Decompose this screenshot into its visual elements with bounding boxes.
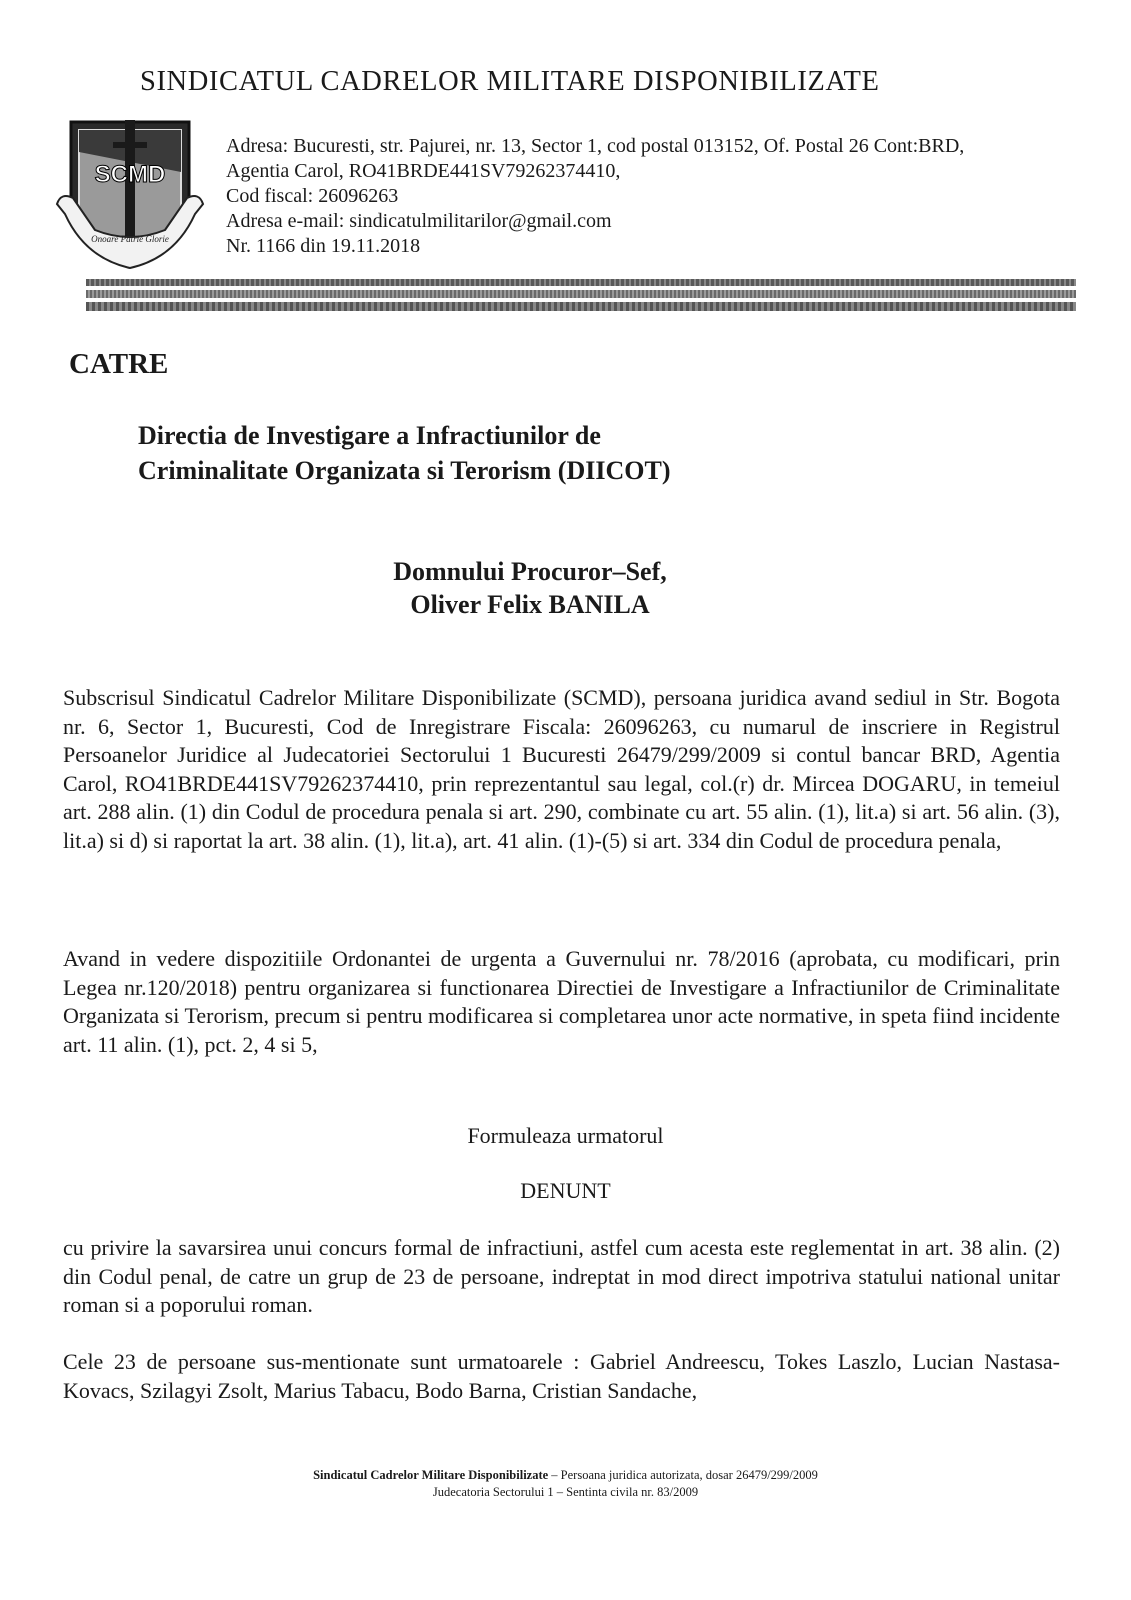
addressee-title: Domnului Procuror–Sef, xyxy=(393,557,667,586)
reference-number: Nr. 1166 din 19.11.2018 xyxy=(226,235,421,257)
formuleaza-line: Formuleaza urmatorul xyxy=(467,1123,664,1148)
denunt-heading: DENUNT xyxy=(520,1178,611,1203)
footer-org: Sindicatul Cadrelor Militare Disponibilizate xyxy=(313,1468,549,1482)
page-footer xyxy=(0,1467,1131,1501)
footer-line-rest: – Persoana juridica autorizata, dosar 26479/299/2009 xyxy=(548,1468,818,1482)
catre-heading: CATRE xyxy=(69,348,169,380)
body-paragraph: Subscrisul Sindicatul Cadrelor Militare Disponibilizate (SCMD), persoana juridica avand sediul in Str. Bogota nr. 6, Sector 1, Bucuresti, Cod de Inregistrare Fiscala: 26096263, cu numarul de inscriere in Registrul Persoanelor Juridice al Judecatoriei Sectorului 1 Bucuresti 26479/299/2009 si contul bancar BRD, Agentia Carol, RO41BRDE441SV79262374410, prin reprezentantul sau legal, col.(r) dr. Mircea DOGARU, in temeiul art. 288 alin. (1) din Codul de procedura penala si art. 290, combinate cu art. 55 alin. (1), lit.a) si art. 56 alin. (3), lit.a) si d) si raportat la art. 38 alin. (1), lit.a), art. 41 alin. (1)-(5) si art. 334 din Codul de procedura penala, xyxy=(63,685,1060,853)
address-line: Adresa: Bucuresti, str. Pajurei, nr. 13, Sector 1, cod postal 013152, Of. Postal 26 Cont:BRD, xyxy=(226,135,965,157)
body-paragraph: cu privire la savarsirea unui concurs formal de infractiuni, astfel cum acesta este reglementat in art. 38 alin. (2) din Codul penal, de catre un grup de 23 de persoane, indreptat in mod direct impotriva statului national unitar roman si a poporului roman. xyxy=(63,1235,1060,1317)
footer-line xyxy=(0,1467,1131,1484)
logo-motto: Onoare Patrie Glorie xyxy=(91,234,169,244)
divider-bar xyxy=(86,279,1076,286)
divider-bar xyxy=(86,290,1076,298)
header-divider xyxy=(86,279,1076,315)
header-contact-block xyxy=(226,134,1106,259)
recipient-institution xyxy=(138,418,1038,488)
organization-title: SINDICATUL CADRELOR MILITARE DISPONIBILIZATE xyxy=(140,66,880,97)
scmd-emblem-icon xyxy=(55,112,205,272)
logo-text: SCMD xyxy=(94,161,166,188)
email-line: Adresa e-mail: sindicatulmilitarilor@gmail.com xyxy=(226,210,612,232)
institution-line: Criminalitate Organizata si Terorism (DIICOT) xyxy=(138,456,671,485)
body-paragraph: Avand in vedere dispozitiile Ordonantei de urgenta a Guvernului nr. 78/2016 (aprobata, cu modificari, prin Legea nr.120/2018) pentru organizarea si functionarea Directiei de Investigare a Infractiunilor de Criminalitate Organizata si Terorism, precum si pentru modificarea si completarea unor acte normative, in speta fiind incidente art. 11 alin. (1), pct. 2, 4 si 5, xyxy=(63,946,1060,1057)
addressee-name: Oliver Felix BANILA xyxy=(410,590,650,619)
fiscal-code: Cod fiscal: 26096263 xyxy=(226,185,399,207)
institution-line: Directia de Investigare a Infractiunilor de xyxy=(138,421,601,450)
bank-line: Agentia Carol, RO41BRDE441SV79262374410, xyxy=(226,160,621,182)
footer-line: Judecatoria Sectorului 1 – Sentinta civila nr. 83/2009 xyxy=(432,1485,699,1499)
divider-bar xyxy=(86,302,1076,311)
body-paragraph: Cele 23 de persoane sus-mentionate sunt urmatoarele : Gabriel Andreescu, Tokes Laszlo, Lucian Nastasa-Kovacs, Szilagyi Zsolt, Marius Tabacu, Bodo Barna, Cristian Sandache, xyxy=(63,1349,1060,1403)
addressee xyxy=(300,555,760,621)
